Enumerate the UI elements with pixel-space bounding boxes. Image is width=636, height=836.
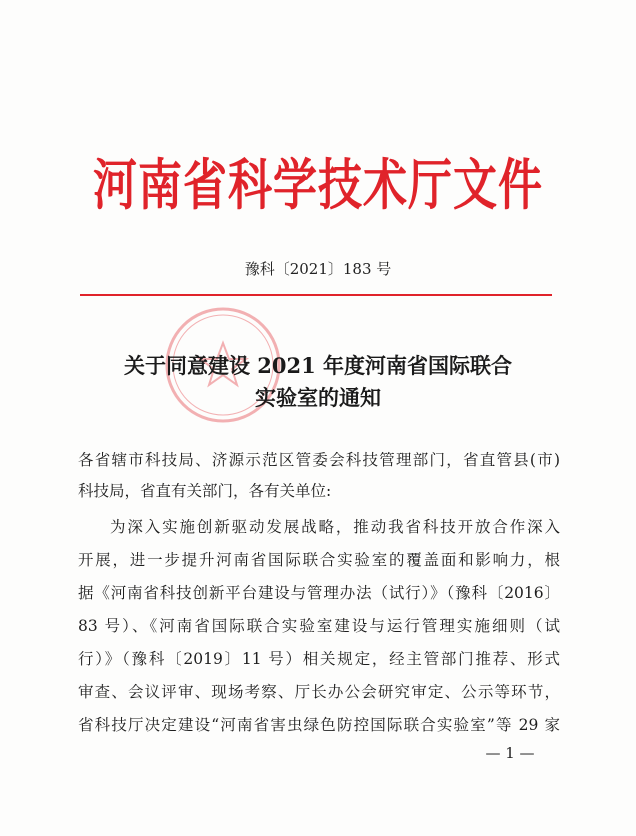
paragraph-line: 省科技厅决定建设“河南省害虫绿色防控国际联合实验室”等 29 家 (78, 716, 560, 734)
document-number: 豫科〔2021〕183 号 (244, 260, 392, 278)
addressee-line-1: 各省辖市科技局、济源示范区管委会科技管理部门，省直管县(市) (78, 451, 560, 469)
paragraph-line: 行）》（豫科〔2019〕11 号）相关规定，经主管部门推荐、形式 (78, 650, 560, 668)
paragraph-line: 为深入实施创新驱动发展战略，推动我省科技开放合作深入 (110, 518, 560, 536)
addressee-line-2: 科技局，省直有关部门，各有关单位: (78, 482, 332, 500)
document-header-title: 河南省科学技术厅文件 (93, 153, 543, 218)
paragraph-line: 据《河南省科技创新平台建设与管理办法（试行）》（豫科〔2016〕 (78, 584, 560, 602)
page-number: — 1 — (485, 744, 535, 762)
notice-title-line-1: 关于同意建设 2021 年度河南省国际联合 (123, 353, 513, 378)
paragraph-line: 审查、会议评审、现场考察、厅长办公会研究审定、公示等环节， (78, 683, 560, 701)
paragraph-line: 83 号）、《河南省国际联合实验室建设与运行管理实施细则（试 (78, 617, 560, 635)
notice-title-line-2: 实验室的通知 (255, 385, 381, 410)
paragraph-line: 开展，进一步提升河南省国际联合实验室的覆盖面和影响力，根 (78, 551, 560, 569)
red-divider-line (80, 294, 552, 296)
